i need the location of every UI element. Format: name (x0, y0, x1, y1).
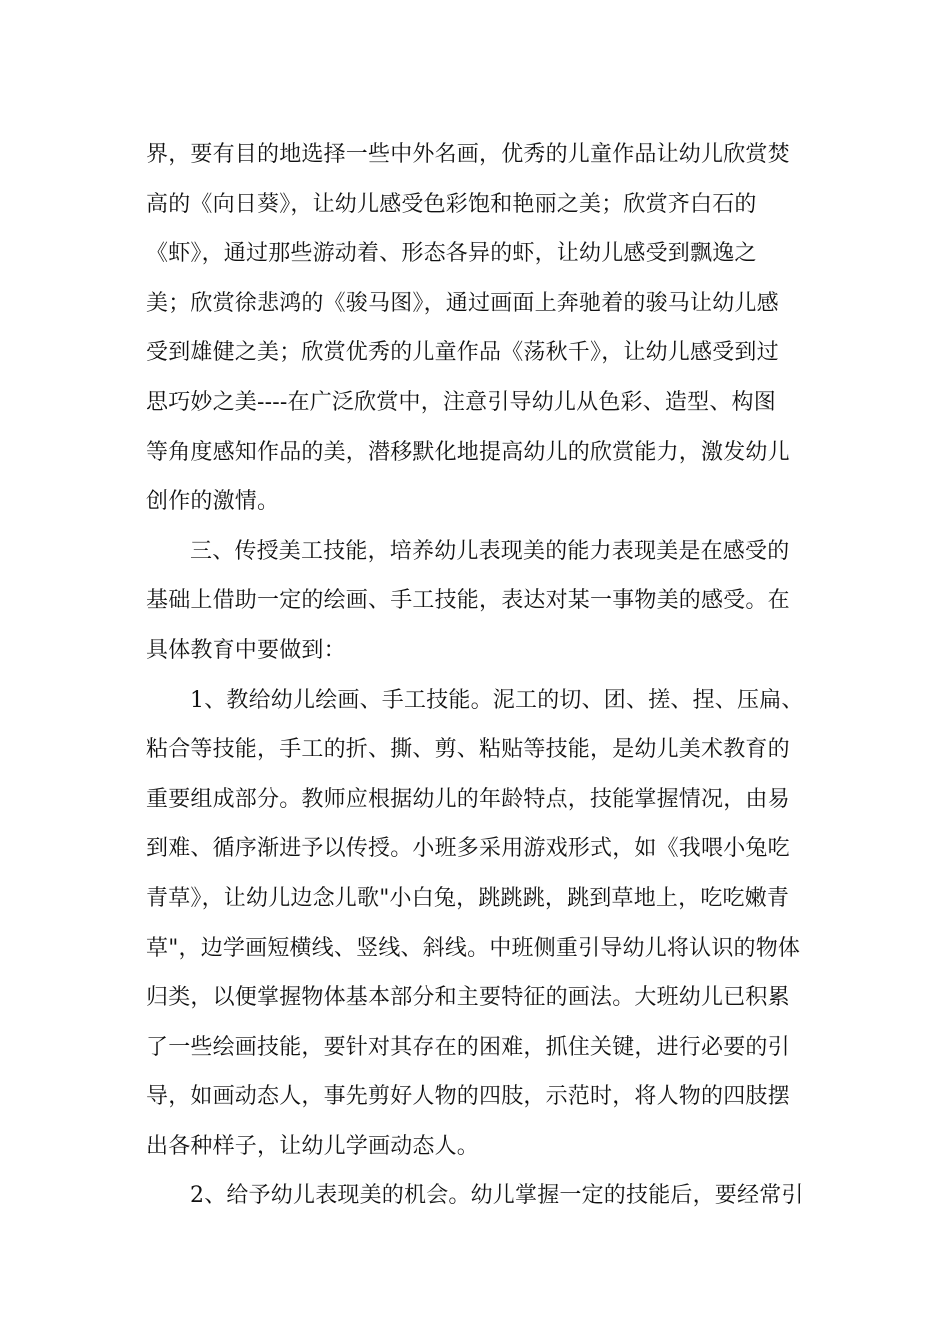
text-line: 基础上借助一定的绘画、手工技能，表达对某一事物美的感受。在 (146, 588, 790, 614)
text-line: 具体教育中要做到： (146, 637, 346, 663)
text-line: 《虾》，通过那些游动着、形态各异的虾，让幼儿感受到飘逸之 (146, 241, 757, 267)
document-page (146, 130, 806, 1221)
text-line: 思巧妙之美----在广泛欣赏中，注意引导幼儿从色彩、造型、构图 (146, 389, 776, 415)
text-line: 到难、循序渐进予以传授。小班多采用游戏形式，如《我喂小兔吃 (146, 836, 790, 862)
text-line: 青草》，让幼儿边念儿歌"小白兔，跳跳跳，跳到草地上，吃吃嫩青 (146, 885, 790, 911)
text-line: 等角度感知作品的美，潜移默化地提高幼儿的欣赏能力，激发幼儿 (146, 439, 790, 465)
text-line: 重要组成部分。教师应根据幼儿的年龄特点，技能掌握情况，由易 (146, 786, 790, 812)
text-line: 受到雄健之美；欣赏优秀的儿童作品《荡秋千》，让幼儿感受到过 (146, 340, 779, 366)
text-line: 导，如画动态人，事先剪好人物的四肢，示范时，将人物的四肢摆 (146, 1084, 790, 1110)
text-line: 粘合等技能，手工的折、撕、剪、粘贴等技能，是幼儿美术教育的 (146, 737, 790, 763)
text-line: 草"，边学画短横线、竖线、斜线。中班侧重引导幼儿将认识的物体 (146, 935, 801, 961)
text-line: 归类，以便掌握物体基本部分和主要特征的画法。大班幼儿已积累 (146, 985, 790, 1011)
text-line: 出各种样子，让幼儿学画动态人。 (146, 1133, 480, 1159)
text-line: 了一些绘画技能，要针对其存在的困难，抓住关键，进行必要的引 (146, 1034, 790, 1060)
text-line: 创作的激情。 (146, 489, 280, 515)
text-line: 美；欣赏徐悲鸿的《骏马图》，通过画面上奔驰着的骏马让幼儿感 (146, 290, 779, 316)
text-line: 高的《向日葵》，让幼儿感受色彩饱和艳丽之美；欣赏齐白石的 (146, 191, 757, 217)
text-line: 界，要有目的地选择一些中外名画，优秀的儿童作品让幼儿欣赏焚 (146, 142, 790, 167)
list-item-line: 1、教给幼儿绘画、手工技能。泥工的切、团、搓、捏、压扁、 (190, 687, 804, 713)
section-heading-line: 三、传授美工技能，培养幼儿表现美的能力表现美是在感受的 (190, 538, 790, 564)
list-item-line: 2、给予幼儿表现美的机会。幼儿掌握一定的技能后，要经常引 (190, 1183, 804, 1209)
